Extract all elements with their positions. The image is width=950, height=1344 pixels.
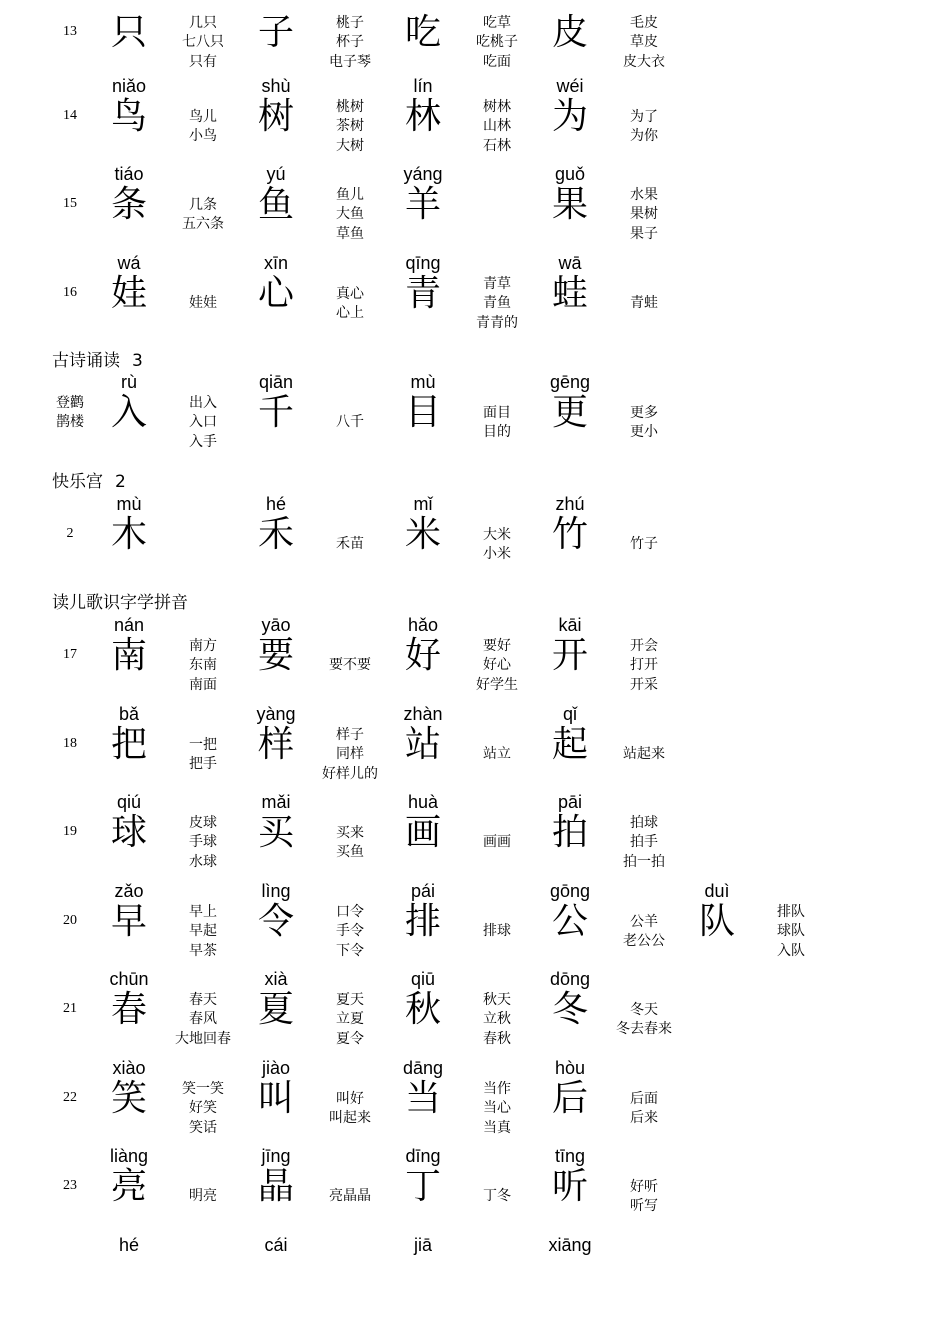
hanzi-character: 亮 [110, 1166, 147, 1207]
hanzi-character: 蛙 [551, 273, 588, 314]
hanzi-character: 更 [551, 392, 588, 433]
pinyin-label: gēng [549, 372, 591, 392]
vocabulary-word: 早茶 [189, 942, 217, 959]
hanzi-character: 要 [257, 635, 294, 676]
pinyin-label: kāi [558, 615, 582, 635]
pinyin-label: mǐ [413, 494, 433, 514]
section-title: 读儿歌识字学拼音 [52, 593, 188, 613]
vocabulary-word: 明亮 [189, 1188, 217, 1205]
vocabulary-word: 竹子 [630, 536, 658, 553]
pinyin-label: bǎ [118, 704, 140, 724]
vocabulary-word: 好笑 [189, 1100, 217, 1117]
vocabulary-word: 后来 [630, 1110, 658, 1126]
pinyin-label: qǐ [562, 704, 577, 724]
lesson-number: 2 [66, 526, 74, 541]
vocabulary-word: 站立 [483, 746, 511, 763]
vocabulary-word: 小米 [483, 546, 511, 562]
hanzi-character: 子 [257, 12, 294, 53]
hanzi-character: 夏 [257, 989, 294, 1030]
vocabulary-word: 打开 [630, 657, 658, 674]
hanzi-character: 木 [110, 514, 147, 555]
vocabulary-word: 开会 [630, 637, 658, 654]
vocabulary-word: 拍手 [630, 834, 658, 851]
vocabulary-word: 冬天 [630, 1001, 658, 1018]
vocabulary-word: 春风 [189, 1011, 217, 1028]
vocabulary-word: 叫好 [336, 1090, 364, 1107]
pinyin-label: mù [410, 372, 436, 392]
vocabulary-word: 排球 [483, 923, 511, 940]
hanzi-character: 听 [551, 1166, 588, 1207]
vocabulary-word: 立夏 [336, 1011, 364, 1028]
vocabulary-word: 老公公 [623, 933, 665, 949]
pinyin-label: dīng [405, 1146, 441, 1166]
pinyin-label: mù [116, 494, 142, 514]
vocabulary-word: 青青的 [476, 314, 518, 331]
vocabulary-word: 青蛙 [630, 295, 658, 312]
hanzi-character: 冬 [551, 989, 588, 1030]
pinyin-label: huà [407, 792, 439, 812]
hanzi-character: 心 [257, 273, 294, 314]
vocabulary-word: 大米 [483, 526, 511, 543]
pinyin-label: qīng [405, 253, 441, 273]
vocabulary-word: 亮晶晶 [329, 1188, 371, 1205]
vocabulary-word: 南方 [189, 637, 217, 654]
poem-title-line: 登鹳 [56, 394, 84, 411]
pinyin-label: qiū [410, 969, 436, 989]
pinyin-label: xiào [112, 1058, 146, 1078]
vocabulary-word: 公羊 [630, 913, 658, 930]
vocabulary-list [589, 637, 699, 696]
hanzi-character: 公 [551, 901, 588, 942]
vocabulary-word: 东南 [189, 657, 217, 674]
hanzi-character: 青 [404, 273, 441, 314]
vocabulary-word: 入口 [189, 414, 217, 431]
vocabulary-word: 目的 [483, 424, 511, 440]
vocabulary-word: 更多 [630, 404, 658, 421]
section-title: 古诗诵读 [52, 351, 120, 371]
vocabulary-word: 夏天 [336, 991, 364, 1008]
lesson-number: 23 [63, 1178, 77, 1193]
lesson-number: 22 [63, 1090, 77, 1105]
hanzi-character: 当 [404, 1078, 441, 1119]
vocabulary-word: 要好 [483, 637, 511, 654]
hanzi-character: 后 [551, 1078, 588, 1119]
hanzi-character: 队 [698, 901, 735, 942]
vocabulary-word: 立秋 [483, 1011, 511, 1028]
pinyin-label: tīng [554, 1146, 586, 1166]
lesson-number: 18 [63, 736, 77, 751]
hanzi-character: 拍 [551, 812, 588, 853]
hanzi-character: 笑 [110, 1078, 147, 1119]
vocabulary-list [589, 1001, 699, 1040]
vocabulary-word: 山林 [483, 118, 511, 135]
vocabulary-word: 为你 [630, 128, 658, 144]
hanzi-character: 画 [404, 812, 441, 853]
vocabulary-word: 大地回春 [175, 1030, 231, 1047]
hanzi-character: 球 [110, 812, 147, 853]
vocabulary-word: 吃桃子 [476, 34, 518, 51]
vocabulary-list [589, 745, 699, 765]
hanzi-character: 娃 [110, 273, 147, 314]
hanzi-character: 条 [110, 184, 147, 225]
vocabulary-word: 杯子 [336, 34, 364, 51]
vocabulary-word: 小鸟 [189, 128, 217, 144]
vocabulary-word: 买来 [336, 824, 364, 841]
vocabulary-list [589, 14, 699, 73]
pinyin-label: wā [558, 253, 582, 273]
pinyin-label: xià [264, 969, 288, 989]
pinyin-label: hǎo [407, 615, 439, 635]
vocabulary-word: 站起来 [623, 746, 665, 763]
hanzi-character: 叫 [257, 1078, 294, 1119]
vocabulary-list [589, 814, 699, 873]
vocabulary-word: 桃树 [336, 98, 364, 115]
hanzi-character: 把 [110, 724, 147, 765]
vocabulary-word: 鸟儿 [189, 108, 217, 125]
vocabulary-word: 五六条 [182, 216, 224, 232]
vocabulary-word: 笑一笑 [182, 1080, 224, 1097]
pinyin-label: wá [117, 253, 141, 273]
lesson-number: 13 [63, 24, 77, 39]
vocabulary-word: 大树 [336, 137, 364, 154]
vocabulary-word: 几只 [189, 14, 217, 31]
pinyin-label: xīn [263, 253, 288, 273]
pinyin-label: qiú [116, 792, 142, 812]
vocabulary-word: 娃娃 [189, 295, 217, 312]
vocabulary-word: 心上 [336, 305, 364, 321]
vocabulary-word: 排队 [777, 903, 805, 920]
pinyin-label: duì [704, 881, 730, 901]
hanzi-character: 树 [257, 96, 294, 137]
hanzi-character: 早 [110, 901, 147, 942]
lesson-number: 14 [63, 108, 77, 123]
vocabulary-word: 几条 [189, 196, 217, 213]
vocabulary-word: 春天 [189, 991, 217, 1008]
hanzi-character: 南 [110, 635, 147, 676]
pinyin-label: niǎo [111, 76, 147, 96]
vocabulary-word: 石林 [483, 137, 511, 154]
vocabulary-word: 后面 [630, 1090, 658, 1107]
vocabulary-word: 好样儿的 [322, 765, 378, 782]
vocabulary-word: 当真 [483, 1119, 511, 1136]
pinyin-label: liàng [109, 1146, 149, 1166]
pinyin-label: yàng [256, 704, 296, 724]
vocabulary-word: 鱼儿 [336, 186, 364, 203]
lesson-number: 17 [63, 647, 77, 662]
vocabulary-list [589, 404, 699, 443]
vocabulary-word: 入手 [189, 433, 217, 450]
vocabulary-word: 好学生 [476, 676, 518, 693]
vocabulary-word: 夏令 [336, 1030, 364, 1047]
vocabulary-word: 青鱼 [483, 295, 511, 312]
hanzi-character: 起 [551, 724, 588, 765]
pinyin-label: tiáo [114, 164, 144, 184]
vocabulary-word: 七八只 [182, 34, 224, 51]
pinyin-label: yáng [403, 164, 443, 184]
vocabulary-word: 好心 [483, 657, 511, 674]
hanzi-character: 丁 [404, 1166, 441, 1207]
vocabulary-word: 春秋 [483, 1030, 511, 1047]
vocabulary-list [589, 186, 699, 245]
hanzi-character: 买 [257, 812, 294, 853]
pinyin-label: pāi [557, 792, 583, 812]
vocabulary-word: 果子 [630, 225, 658, 242]
lesson-number: 15 [63, 196, 77, 211]
hanzi-character: 为 [551, 96, 588, 137]
vocabulary-word: 皮球 [189, 814, 217, 831]
vocabulary-word: 果树 [630, 206, 658, 223]
pinyin-label: zǎo [114, 881, 144, 901]
vocabulary-word: 为了 [630, 108, 658, 125]
pinyin-label: hé [265, 494, 287, 514]
pinyin-label: xiāng [548, 1235, 592, 1255]
vocabulary-list [589, 1090, 699, 1129]
pinyin-label: yú [266, 164, 286, 184]
vocabulary-word: 好听 [630, 1178, 658, 1195]
pinyin-label: chūn [109, 969, 149, 989]
pinyin-label: hòu [554, 1058, 586, 1078]
vocabulary-word: 当心 [483, 1100, 511, 1117]
hanzi-character: 米 [404, 514, 441, 555]
hanzi-character: 目 [404, 392, 441, 433]
pinyin-label: guǒ [554, 164, 586, 184]
vocabulary-word: 草鱼 [336, 225, 364, 242]
pinyin-label: gōng [549, 881, 591, 901]
pinyin-label: nán [113, 615, 145, 635]
vocabulary-word: 树林 [483, 98, 511, 115]
vocabulary-word: 面目 [483, 404, 511, 421]
hanzi-character: 林 [404, 96, 441, 137]
hanzi-character: 令 [257, 901, 294, 942]
section-number: 2 [115, 472, 126, 492]
vocabulary-word: 拍球 [630, 814, 658, 831]
vocabulary-word: 同样 [336, 746, 364, 763]
hanzi-character: 站 [404, 724, 441, 765]
vocabulary-word: 开采 [630, 676, 658, 693]
hanzi-character: 只 [110, 12, 147, 53]
hanzi-character: 春 [110, 989, 147, 1030]
lesson-number: 16 [63, 285, 77, 300]
pinyin-label: dōng [549, 969, 591, 989]
poem-title-note [48, 394, 92, 433]
pinyin-label: hé [118, 1235, 140, 1255]
hanzi-character: 果 [551, 184, 588, 225]
pinyin-label: pái [410, 881, 436, 901]
section-heading [52, 471, 126, 493]
pinyin-label: rù [120, 372, 137, 392]
pinyin-label: yāo [261, 615, 291, 635]
vocabulary-word: 更小 [630, 424, 658, 440]
vocabulary-list [589, 108, 699, 147]
vocabulary-list [589, 294, 699, 314]
pinyin-label: cái [264, 1235, 288, 1255]
pinyin-label: jīng [261, 1146, 291, 1166]
vocabulary-word: 只有 [189, 53, 217, 70]
pinyin-label: jiào [261, 1058, 291, 1078]
poem-title-line: 鹊楼 [56, 414, 84, 430]
vocabulary-word: 南面 [189, 676, 217, 693]
hanzi-character: 入 [110, 392, 147, 433]
vocabulary-word: 草皮 [630, 34, 658, 51]
pinyin-label: lín [413, 76, 433, 96]
hanzi-character: 样 [257, 724, 294, 765]
vocabulary-word: 水球 [189, 853, 217, 870]
pinyin-label: zhú [555, 494, 585, 514]
vocabulary-word: 冬去春来 [616, 1021, 672, 1037]
pinyin-label: zhàn [403, 704, 443, 724]
hanzi-character: 秋 [404, 989, 441, 1030]
vocabulary-list [736, 903, 846, 962]
lesson-number: 19 [63, 824, 77, 839]
hanzi-character: 竹 [551, 514, 588, 555]
vocabulary-word: 毛皮 [630, 14, 658, 31]
vocabulary-word: 手球 [189, 834, 217, 851]
pinyin-label: dāng [402, 1058, 444, 1078]
vocabulary-word: 真心 [336, 285, 364, 302]
vocabulary-word: 画画 [483, 834, 511, 851]
vocabulary-list [589, 1178, 699, 1217]
vocabulary-word: 样子 [336, 726, 364, 743]
vocabulary-word: 吃面 [483, 53, 511, 70]
vocabulary-word: 手令 [336, 923, 364, 940]
vocabulary-word: 要不要 [329, 657, 371, 674]
vocabulary-word: 水果 [630, 186, 658, 203]
vocabulary-word: 口令 [336, 903, 364, 920]
section-title: 快乐宫 [52, 472, 103, 492]
vocabulary-word: 把手 [189, 756, 217, 772]
pinyin-label: wéi [556, 76, 584, 96]
hanzi-character: 皮 [551, 12, 588, 53]
vocabulary-list [589, 535, 699, 555]
vocabulary-word: 皮大衣 [623, 53, 665, 70]
vocabulary-word: 球队 [777, 923, 805, 940]
hanzi-character: 千 [257, 392, 294, 433]
vocabulary-word: 听写 [630, 1198, 658, 1214]
pinyin-label: mǎi [261, 792, 291, 812]
vocabulary-word: 拍一拍 [623, 853, 665, 870]
vocabulary-word: 电子琴 [329, 53, 371, 70]
lesson-number: 20 [63, 913, 77, 928]
vocabulary-word: 当作 [483, 1080, 511, 1097]
section-heading [52, 350, 143, 372]
hanzi-character: 鸟 [110, 96, 147, 137]
vocabulary-word: 桃子 [336, 14, 364, 31]
vocabulary-word: 入队 [777, 942, 805, 959]
vocabulary-word: 秋天 [483, 991, 511, 1008]
pinyin-label: shù [261, 76, 291, 96]
pinyin-label: jiā [413, 1235, 432, 1255]
hanzi-character: 排 [404, 901, 441, 942]
vocabulary-word: 出入 [189, 394, 217, 411]
vocabulary-word: 大鱼 [336, 206, 364, 223]
vocabulary-word: 买鱼 [336, 844, 364, 860]
vocabulary-word: 吃草 [483, 14, 511, 31]
vocabulary-word: 青草 [483, 275, 511, 292]
vocabulary-word: 早上 [189, 903, 217, 920]
vocabulary-word: 丁冬 [483, 1188, 511, 1205]
vocabulary-word: 叫起来 [329, 1110, 371, 1126]
hanzi-character: 禾 [257, 514, 294, 555]
section-heading [52, 592, 188, 614]
lesson-number: 21 [63, 1001, 77, 1016]
pinyin-label: lìng [261, 881, 291, 901]
vocabulary-word: 早起 [189, 923, 217, 940]
section-number: 3 [132, 351, 143, 371]
hanzi-character: 吃 [404, 12, 441, 53]
vocabulary-word: 茶树 [336, 118, 364, 135]
vocabulary-word: 笑话 [189, 1119, 217, 1136]
hanzi-character: 羊 [404, 184, 441, 225]
hanzi-character: 开 [551, 635, 588, 676]
hanzi-character: 鱼 [257, 184, 294, 225]
vocabulary-word: 一把 [189, 736, 217, 753]
hanzi-character: 好 [404, 635, 441, 676]
pinyin-label: qiān [258, 372, 294, 392]
vocabulary-word: 下令 [336, 942, 364, 959]
vocabulary-word: 禾苗 [336, 536, 364, 553]
hanzi-character: 晶 [257, 1166, 294, 1207]
vocabulary-word: 八千 [336, 414, 364, 431]
